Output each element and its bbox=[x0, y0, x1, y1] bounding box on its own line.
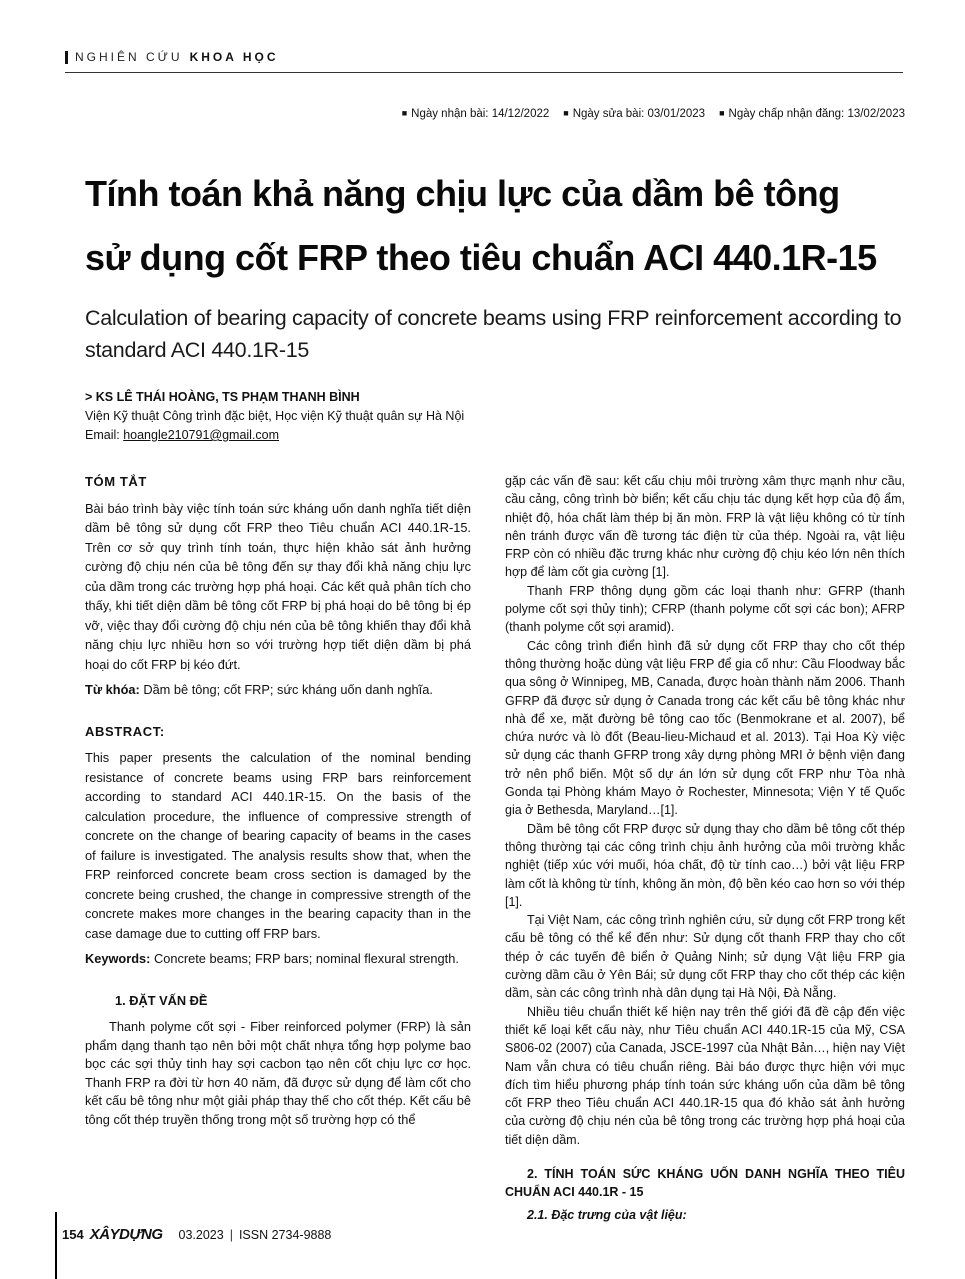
authors-line: > KS LÊ THÁI HOÀNG, TS PHẠM THANH BÌNH bbox=[85, 390, 360, 404]
article-title-en: Calculation of bearing capacity of concrete beams using FRP reinforcement according to standard ACI 440.1R-15 bbox=[85, 306, 902, 362]
bullet-square-icon: ■ bbox=[719, 107, 725, 118]
date-received-label: Ngày nhận bài: 14/12/2022 bbox=[411, 108, 550, 120]
date-revised bbox=[563, 108, 705, 120]
tukhoa-line bbox=[85, 680, 471, 700]
left-column bbox=[85, 472, 471, 1224]
date-accepted-label: Ngày chấp nhận đăng: 13/02/2023 bbox=[728, 108, 905, 120]
tukhoa-label: Từ khóa: bbox=[85, 682, 144, 697]
date-received bbox=[402, 108, 550, 120]
bullet-square-icon: ■ bbox=[401, 107, 408, 118]
footer-separator: | bbox=[229, 1228, 233, 1242]
abstract-body: This paper presents the calculation of the nominal bending resistance of concrete beams using FRP bars reinforcement according to standard ACI 440.1R-15. On the basis of the calculation procedure, the influence of compressive strength of concrete on the change of bearing capacity of beams in the cases of failure is investigated. The analysis results show that, when the FRP reinforced concrete beam cross section is damaged by the concrete being crushed, the change in compressive strength of the concrete makes more changes in the bearing capacity than in the case damage due to cutting off FRP bars. bbox=[85, 750, 471, 941]
journal-logo: XÂYDỰNG bbox=[89, 1226, 163, 1243]
body-paragraph: Nhiều tiêu chuẩn thiết kế hiện nay trên thế giới đã đề cập đến việc thiết kế loại kết cấu này, như Tiêu chuẩn ACI 440.1R-15 của Mỹ, CSA S806-02 (2007) của Canada, JSCE-1997 của Nhật Bản…, hiện nay Việt Nam vẫn chưa có tiêu chuẩn riêng. Bài báo được thực hiện với mục đích tìm hiểu phương pháp tính toán sức kháng uốn của dầm bê tông cốt FRP theo Tiêu chuẩn ACI 440.1R-15 qua đó khảo sát ảnh hưởng của cường độ chịu nén của bê tông trong các trường hợp phá hoại của tiết diện dầm. bbox=[505, 1004, 905, 1147]
header-rule bbox=[65, 72, 903, 73]
section2-1-heading: 2.1. Đặc trưng của vật liệu: bbox=[527, 1207, 687, 1222]
abstract-heading: ABSTRACT: bbox=[85, 723, 165, 739]
affiliation-line: Viện Kỹ thuật Công trình đặc biệt, Học viện Kỹ thuật quân sự Hà Nội bbox=[85, 409, 465, 423]
tomtat-heading: TÓM TẮT bbox=[85, 474, 147, 489]
footer-edge-rule bbox=[55, 1212, 57, 1279]
body-paragraph: gặp các vấn đề sau: kết cấu chịu môi trường xâm thực mạnh như cầu, cầu cảng, công trình bờ biển; kết cấu chịu tác dụng kết hợp của độ ẩm, nhiệt độ, hóa chất làm thép bị ăn mòn. FRP là vật liệu không có từ tính nên tránh được vấn đề tương tác điện từ của thép. Ngoài ra, vật liệu FRP còn có nhiều đặc trưng khác như cường độ chịu kéo lớn nên thích hợp để làm cốt gia cường [1]. bbox=[505, 474, 905, 580]
date-revised-label: Ngày sửa bài: 03/01/2023 bbox=[572, 108, 706, 120]
section1-heading: 1. ĐẶT VẤN ĐỀ bbox=[115, 992, 208, 1008]
footer-issue: 03.2023 bbox=[178, 1228, 224, 1242]
email-link[interactable]: hoangle210791@gmail.com bbox=[123, 428, 280, 442]
tukhoa-text: Dầm bê tông; cốt FRP; sức kháng uốn danh nghĩa. bbox=[143, 682, 433, 697]
page-number: 154 bbox=[62, 1227, 84, 1242]
page-content bbox=[0, 162, 965, 1224]
section1-paragraph: Thanh polyme cốt sợi - Fiber reinforced polymer (FRP) là sản phẩm dạng thanh tạo nên bởi một chất nhựa tổng hợp polyme bao bọc các sợi thủy tinh hay sợi cacbon tạo nên cốt chịu lực cơ học. Thanh FRP ra đời từ hơn 40 năm, đã được sử dụng để làm cốt cho kết cấu bê tông như một giải pháp thay thế cho cốt thép. Kết cấu bê tông cốt thép truyền thống trong một số trường hợp có thể bbox=[85, 1019, 471, 1127]
footer-issn: ISSN 2734-9888 bbox=[238, 1228, 332, 1242]
kicker-label-bold: KHOA HỌC bbox=[189, 50, 279, 64]
title-line-1: Tính toán khả năng chịu lực của dầm bê tông bbox=[85, 173, 840, 214]
dates-row bbox=[402, 108, 905, 120]
body-columns bbox=[85, 472, 905, 1224]
section-kicker bbox=[65, 50, 278, 64]
bullet-square-icon: ■ bbox=[563, 107, 569, 118]
keywords-line bbox=[85, 949, 471, 969]
body-paragraph: Các công trình điển hình đã sử dụng cốt FRP thay cho cốt thép thông thường hoặc dùng vật liệu FRP để gia cố như: Cầu Floodway bắc qua sông ở Winnipeg, MB, Canada, được hoàn thành năm 2006. Thanh GFRP đã được sử dụng ở Canada trong các kết cấu bê tông khác như nhà để xe, mặt đường bê tông cao tốc (Benmokrane et al. 2007), bể chứa nước và lò đốt (Beau-lieu-Michaud et al. 2013). Tại Hoa Kỳ việc sử dụng các thanh GFRP trong xây dựng phòng MRI ở bệnh viện đang trở nên phổ biến. Một số dự án lớn sử dụng cốt FRP như Tòa nhà Gonda tại Phòng khám Mayo ở Rochester, Minnesota; Viện Y tế Quốc gia ở Bethesda, Maryland…[1]. bbox=[505, 638, 905, 818]
keywords-text: Concrete beams; FRP bars; nominal flexural strength. bbox=[153, 951, 459, 966]
right-column bbox=[505, 472, 905, 1224]
title-line-2: sử dụng cốt FRP theo tiêu chuẩn ACI 440.1R-15 bbox=[85, 237, 877, 278]
tomtat-body: Bài báo trình bày việc tính toán sức kháng uốn danh nghĩa tiết diện dầm bê tông sử dụng cốt FRP theo Tiêu chuẩn ACI 440.1R-15. Trên cơ sở quy trình tính toán, thực hiện khảo sát ảnh hưởng cường độ chịu nén của bê tông đến sự thay đổi khả năng chịu lực của dầm trong các trường hợp phá hoại. Các kết quả phân tích cho thấy, khi tiết diện dầm bê tông cốt FRP bị phá hoại do bê tông bị ép vỡ, việc thay đổi cường độ chịu nén của bê tông khiến thay đổi khả năng chịu lực nhiều hơn so với trường hợp tiết diện dầm bị phá hoại do cốt FRP bị kéo đứt. bbox=[85, 500, 471, 672]
email-row bbox=[85, 428, 905, 442]
body-paragraph: Dầm bê tông cốt FRP được sử dụng thay cho dầm bê tông cốt thép thông thường tại các công trình chịu ảnh hưởng của môi trường khắc nghiệt (tiếp xúc với muối, hóa chất, độ từ tính cao…) bởi vật liệu FRP làm cốt là không từ tính, không ăn mòn, độ bền kéo cao hơn so với thép [1]. bbox=[505, 821, 906, 909]
body-paragraph: Thanh FRP thông dụng gồm các loại thanh như: GFRP (thanh polyme cốt sợi thủy tinh); CFRP (thanh polyme cốt sợi các bon); AFRP (thanh polyme cốt sợi aramid). bbox=[505, 583, 905, 635]
kicker-label-light: NGHIÊN CỨU bbox=[75, 50, 183, 64]
date-accepted bbox=[719, 108, 905, 120]
section2-heading: 2. TÍNH TOÁN SỨC KHÁNG UỐN DANH NGHĨA THEO TIÊU CHUẨN ACI 440.1R - 15 bbox=[505, 1166, 905, 1200]
footer bbox=[62, 1226, 331, 1243]
body-paragraph: Tại Việt Nam, các công trình nghiên cứu, sử dụng cốt FRP trong kết cấu bê tông có thể kể đến như: Sử dụng cốt thanh FRP thay cho cốt thép ở các tuyến đê biển ở Quảng Ninh; sử dụng Vật liệu FRP gia cường dầm cầu ở Yên Bái; sử dụng cốt FRP thay cho cốt thép các kiện dầm, sàn các công trình nhà dân dụng tại Hà Nội, Đà Nẵng. bbox=[505, 913, 905, 1001]
kicker-bar-icon bbox=[65, 51, 68, 64]
keywords-label: Keywords: bbox=[85, 951, 154, 966]
article-title-vi bbox=[85, 162, 905, 290]
email-label: Email: bbox=[85, 428, 124, 442]
